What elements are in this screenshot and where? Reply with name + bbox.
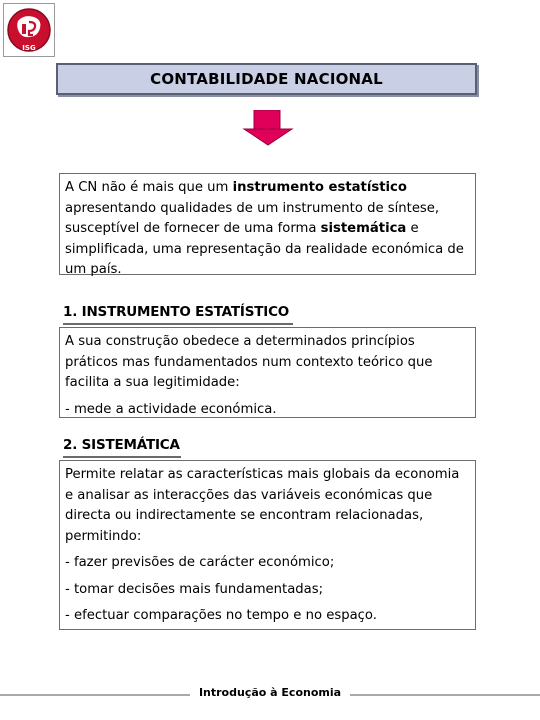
intro-box	[59, 173, 476, 275]
section-2-item-3: - efectuar comparações no tempo e no espaço.	[65, 608, 377, 623]
logo	[3, 3, 55, 57]
footer-rule-left	[0, 694, 190, 696]
intro-bold-term-2: sistemática	[320, 221, 407, 236]
page-title-text: CONTABILIDADE NACIONAL	[150, 70, 383, 88]
section-2-paragraph: Permite relatar as características mais globais da economia e analisar as interacções das variáveis económicas que directa ou indirectamente se encontram relacionadas, permitindo:	[65, 467, 460, 544]
section-2-underline	[63, 456, 181, 458]
logo-emblem-icon	[4, 4, 54, 56]
section-1-paragraph: A sua construção obedece a determinados princípios práticos mas fundamentados num contexto teórico que facilita a sua legitimidade:	[65, 334, 433, 390]
page-title	[56, 63, 477, 95]
section-2-box	[59, 460, 476, 630]
intro-text-1: A CN não é mais que um	[65, 180, 233, 195]
section-2-heading: 2. SISTEMÁTICA	[63, 437, 180, 453]
section-2-item-2: - tomar decisões mais fundamentadas;	[65, 581, 324, 597]
section-1-underline	[63, 323, 293, 325]
logo-text: ISG	[22, 44, 36, 52]
section-2-item-1: - fazer previsões de carácter económico;	[65, 555, 335, 570]
footer-text: Introdução à Economia	[198, 686, 342, 699]
section-1-heading: 1. INSTRUMENTO ESTATÍSTICO	[63, 304, 290, 320]
footer-rule-right	[350, 694, 540, 696]
down-arrow-icon	[242, 110, 294, 146]
intro-paragraph	[65, 178, 470, 281]
section-1-item: - mede a actividade económica.	[65, 401, 277, 417]
intro-text-3: e simplificada, uma representação da realidade económica de um país.	[65, 221, 464, 277]
intro-bold-term-1: instrumento estatístico	[232, 180, 407, 195]
intro-text-2: apresentando qualidades de um instrumento de síntese, susceptível de fornecer de uma forma	[65, 200, 440, 236]
section-1-box	[59, 327, 476, 418]
